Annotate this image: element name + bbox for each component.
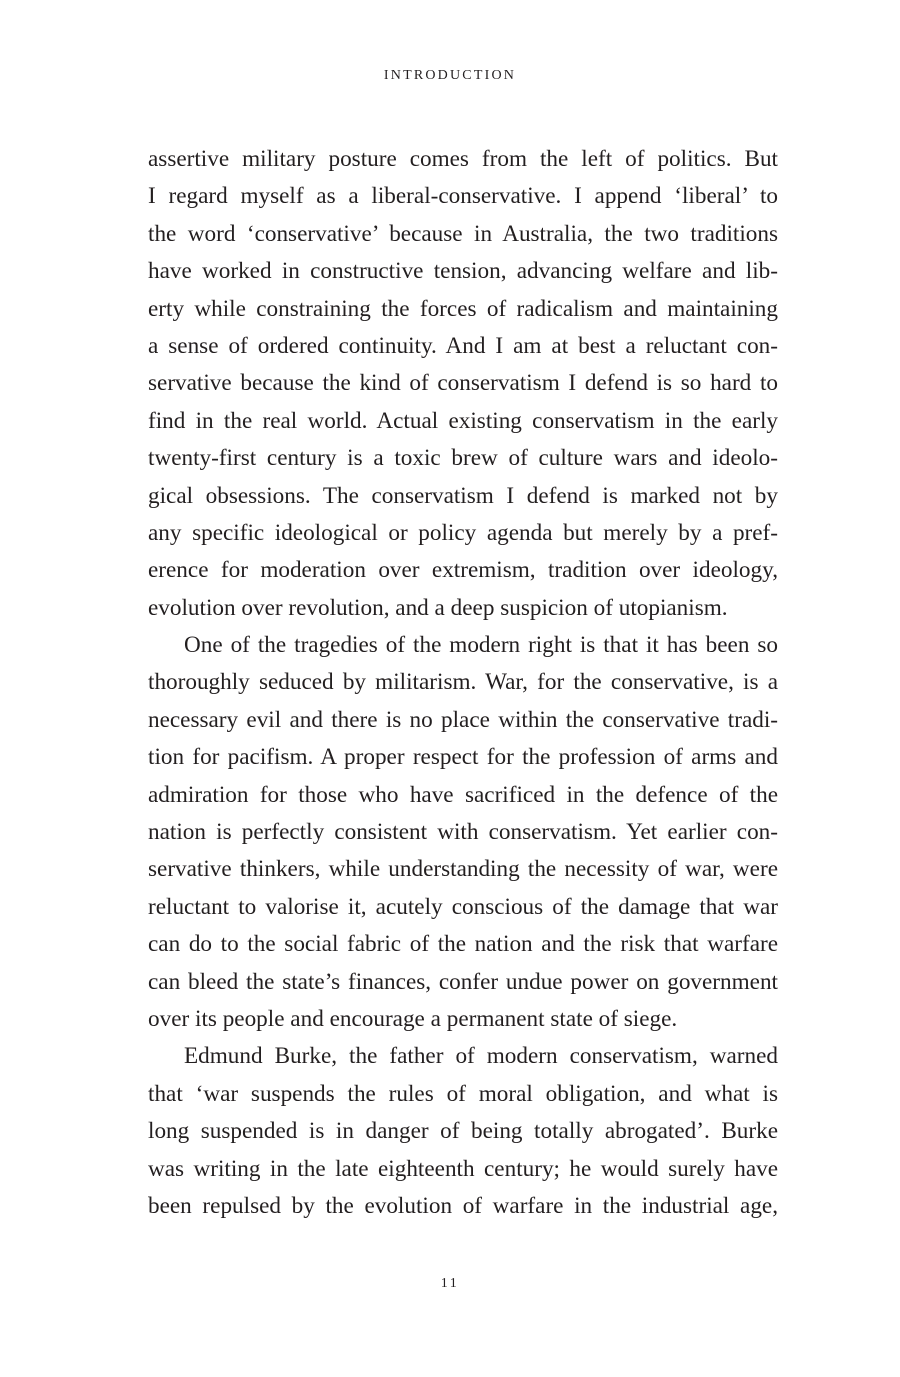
text-line: One of the tragedies of the modern right is that it has been so (184, 632, 778, 659)
text-line: can do to the social fabric of the nation and the risk that warfare (148, 931, 778, 958)
page-number: 11 (440, 1276, 460, 1291)
running-head: INTRODUCTION (383, 68, 517, 83)
body-text (148, 141, 778, 1225)
text-line: assertive military posture comes from the left of politics. But (148, 146, 778, 172)
text-line: over its people and encourage a permanent state of siege. (148, 1005, 678, 1032)
text-line: nation is perfectly consistent with conservatism. Yet earlier con- (148, 819, 778, 846)
text-line: servative thinkers, while understanding the necessity of war, were (148, 856, 778, 883)
text-line: a sense of ordered continuity. And I am at best a reluctant con- (148, 332, 778, 359)
text-line: the word ‘conservative’ because in Australia, the two traditions (148, 220, 778, 247)
text-line: twenty-first century is a toxic brew of culture wars and ideolo- (148, 445, 778, 472)
text-line: evolution over revolution, and a deep suspicion of utopianism. (148, 594, 728, 621)
text-line: that ‘war suspends the rules of moral obligation, and what is (148, 1080, 778, 1107)
text-line: any specific ideological or policy agenda but merely by a pref- (148, 519, 778, 546)
text-line: tion for pacifism. A proper respect for the profession of arms and (148, 744, 778, 771)
text-line: thoroughly seduced by militarism. War, for the conservative, is a (148, 669, 778, 696)
text-line: been repulsed by the evolution of warfare in the industrial age, (148, 1192, 778, 1219)
text-line: admiration for those who have sacrificed in the defence of the (148, 781, 778, 808)
text-line: long suspended is in danger of being totally abrogated’. Burke (148, 1118, 778, 1145)
text-line: find in the real world. Actual existing conservatism in the early (148, 407, 778, 434)
text-line: have worked in constructive tension, advancing welfare and lib- (148, 258, 778, 285)
text-line: reluctant to valorise it, acutely conscious of the damage that war (148, 893, 778, 920)
text-line: necessary evil and there is no place within the conservative tradi- (148, 706, 778, 733)
text-line: gical obsessions. The conservatism I defend is marked not by (148, 482, 778, 509)
text-line: can bleed the state’s finances, confer undue power on government (148, 968, 778, 995)
text-line: was writing in the late eighteenth century; he would surely have (148, 1155, 778, 1182)
text-line: I regard myself as a liberal-conservative. I append ‘liberal’ to (148, 183, 778, 210)
text-line: Edmund Burke, the father of modern conservatism, warned (184, 1043, 778, 1070)
text-line: erty while constraining the forces of radicalism and maintaining (148, 295, 778, 322)
text-line: servative because the kind of conservatism I defend is so hard to (148, 370, 778, 397)
text-line: erence for moderation over extremism, tradition over ideology, (148, 557, 778, 584)
